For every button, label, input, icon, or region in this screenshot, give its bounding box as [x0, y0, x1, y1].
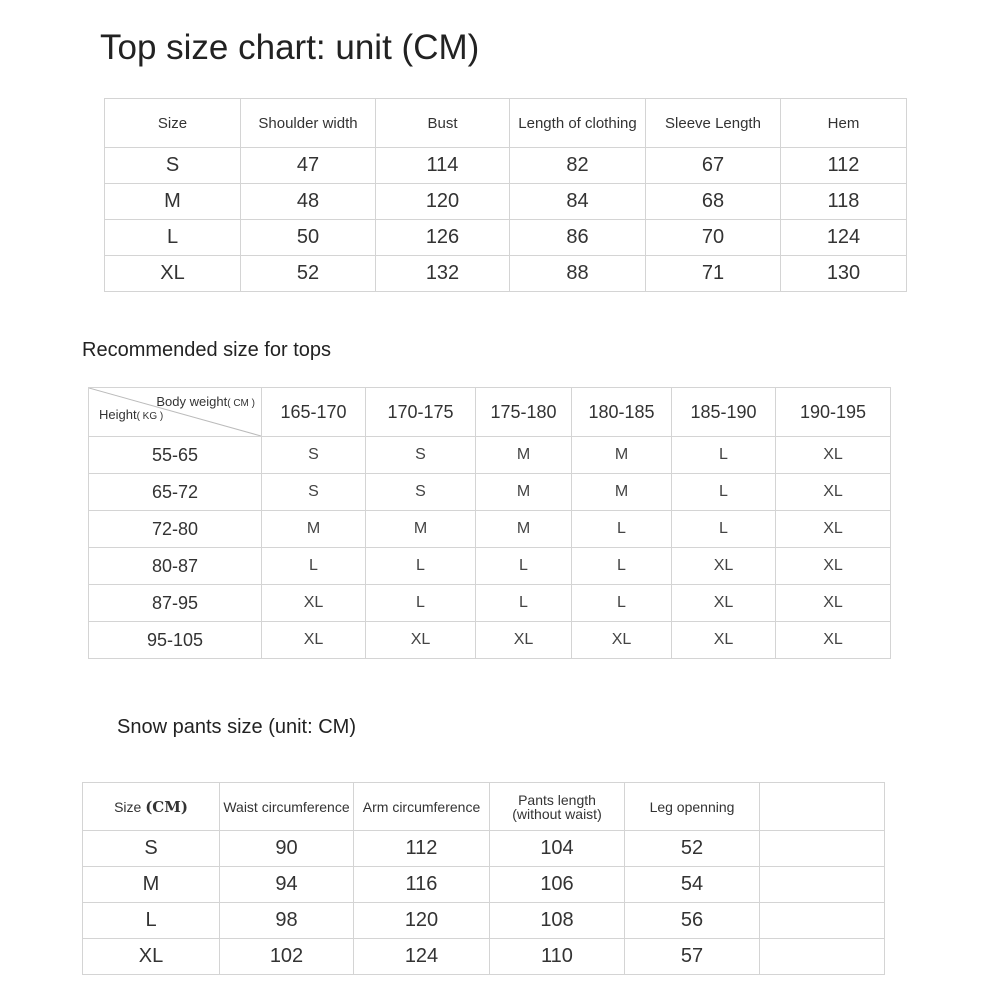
table-cell: L	[672, 474, 776, 511]
table-cell: 54	[625, 867, 760, 903]
body-weight-label: Body weight( CM )	[156, 394, 255, 409]
header-length-of-clothing: Length of clothing	[510, 99, 646, 148]
snow-pants-title: Snow pants size (unit: CM)	[117, 716, 356, 738]
table-cell: 102	[220, 939, 354, 975]
table-cell: 124	[781, 220, 907, 256]
table-cell: 68	[646, 184, 781, 220]
empty-cell	[760, 831, 885, 867]
row-header: 72-80	[89, 511, 262, 548]
table-cell: L	[572, 585, 672, 622]
table-cell: XL	[572, 622, 672, 659]
table-cell: 70	[646, 220, 781, 256]
table-cell: M	[366, 511, 476, 548]
size-cell: S	[83, 831, 220, 867]
table-cell: M	[262, 511, 366, 548]
table-row	[89, 548, 891, 585]
table-header-row	[105, 99, 907, 148]
table-cell: XL	[672, 548, 776, 585]
table-row	[89, 511, 891, 548]
size-cell: M	[105, 184, 241, 220]
table-cell: 52	[625, 831, 760, 867]
table-cell: 82	[510, 148, 646, 184]
table-cell: S	[262, 474, 366, 511]
table-cell: XL	[776, 585, 891, 622]
table-cell: 106	[490, 867, 625, 903]
recommended-size-title: Recommended size for tops	[82, 339, 332, 361]
table-cell: 112	[781, 148, 907, 184]
table-cell: M	[476, 437, 572, 474]
table-header-row	[83, 783, 885, 831]
table-row	[89, 474, 891, 511]
table-cell: 71	[646, 256, 781, 292]
empty-cell	[760, 939, 885, 975]
column-header: 180-185	[572, 388, 672, 437]
table-cell: S	[262, 437, 366, 474]
header-hem: Hem	[781, 99, 907, 148]
row-header: 95-105	[89, 622, 262, 659]
table-row	[105, 256, 907, 292]
table-cell: M	[476, 511, 572, 548]
table-cell: M	[476, 474, 572, 511]
column-header: 170-175	[366, 388, 476, 437]
table-cell: L	[262, 548, 366, 585]
table-cell: L	[672, 437, 776, 474]
table-cell: S	[366, 437, 476, 474]
table-cell: 57	[625, 939, 760, 975]
table-cell: 56	[625, 903, 760, 939]
header-arm-circumference: Arm circumference	[354, 783, 490, 831]
size-cell: L	[105, 220, 241, 256]
empty-cell	[760, 867, 885, 903]
header-size: Size	[105, 99, 241, 148]
table-cell: 130	[781, 256, 907, 292]
table-cell: XL	[672, 585, 776, 622]
table-cell: 116	[354, 867, 490, 903]
header-shoulder-width: Shoulder width	[241, 99, 376, 148]
header-bust: Bust	[376, 99, 510, 148]
column-header: 190-195	[776, 388, 891, 437]
table-cell: XL	[366, 622, 476, 659]
table-cell: XL	[672, 622, 776, 659]
table-cell: 48	[241, 184, 376, 220]
header-waist-circumference: Waist circumference	[220, 783, 354, 831]
top-size-table	[104, 98, 907, 292]
header-pants-length: Pants length (without waist)	[490, 783, 625, 831]
height-label: Height( KG )	[99, 407, 164, 422]
table-cell: XL	[776, 548, 891, 585]
table-cell: 67	[646, 148, 781, 184]
table-cell: M	[572, 474, 672, 511]
table-cell: M	[572, 437, 672, 474]
table-cell: XL	[776, 622, 891, 659]
table-cell: XL	[776, 474, 891, 511]
top-size-chart-title: Top size chart: unit (CM)	[100, 28, 480, 67]
table-cell: 108	[490, 903, 625, 939]
empty-cell	[760, 903, 885, 939]
table-row	[83, 939, 885, 975]
table-cell: 120	[376, 184, 510, 220]
table-row	[105, 184, 907, 220]
table-cell: L	[476, 585, 572, 622]
table-cell: 98	[220, 903, 354, 939]
empty-header-cell	[760, 783, 885, 831]
row-header: 80-87	[89, 548, 262, 585]
table-cell: 118	[781, 184, 907, 220]
table-row	[105, 148, 907, 184]
table-cell: 50	[241, 220, 376, 256]
table-cell: S	[366, 474, 476, 511]
recommended-size-table	[88, 387, 891, 659]
size-cell: S	[105, 148, 241, 184]
table-cell: XL	[776, 511, 891, 548]
table-cell: XL	[262, 622, 366, 659]
table-cell: 47	[241, 148, 376, 184]
table-cell: L	[572, 511, 672, 548]
table-cell: L	[476, 548, 572, 585]
table-cell: 126	[376, 220, 510, 256]
table-cell: 94	[220, 867, 354, 903]
table-cell: 114	[376, 148, 510, 184]
table-cell: 90	[220, 831, 354, 867]
table-header-row	[89, 388, 891, 437]
table-cell: 84	[510, 184, 646, 220]
size-cell: XL	[83, 939, 220, 975]
table-cell: 86	[510, 220, 646, 256]
table-row	[83, 867, 885, 903]
table-row	[83, 903, 885, 939]
table-cell: 132	[376, 256, 510, 292]
header-sleeve-length: Sleeve Length	[646, 99, 781, 148]
table-cell: 124	[354, 939, 490, 975]
row-header: 55-65	[89, 437, 262, 474]
table-cell: L	[366, 585, 476, 622]
table-cell: 88	[510, 256, 646, 292]
size-cell: L	[83, 903, 220, 939]
table-cell: L	[672, 511, 776, 548]
size-cell: M	[83, 867, 220, 903]
header-leg-openning: Leg openning	[625, 783, 760, 831]
column-header: 165-170	[262, 388, 366, 437]
column-header: 175-180	[476, 388, 572, 437]
table-cell: 52	[241, 256, 376, 292]
table-row	[83, 831, 885, 867]
size-cell: XL	[105, 256, 241, 292]
table-row	[89, 437, 891, 474]
row-header: 87-95	[89, 585, 262, 622]
table-row	[89, 585, 891, 622]
table-cell: L	[572, 548, 672, 585]
table-cell: XL	[262, 585, 366, 622]
table-cell: 104	[490, 831, 625, 867]
table-cell: L	[366, 548, 476, 585]
row-header: 65-72	[89, 474, 262, 511]
table-cell: 110	[490, 939, 625, 975]
header-size: Size (CM)	[83, 783, 220, 831]
snow-pants-table	[82, 782, 885, 975]
column-header: 185-190	[672, 388, 776, 437]
corner-header-cell	[89, 388, 262, 437]
table-row	[105, 220, 907, 256]
table-cell: 120	[354, 903, 490, 939]
table-cell: XL	[776, 437, 891, 474]
table-row	[89, 622, 891, 659]
table-cell: XL	[476, 622, 572, 659]
table-cell: 112	[354, 831, 490, 867]
